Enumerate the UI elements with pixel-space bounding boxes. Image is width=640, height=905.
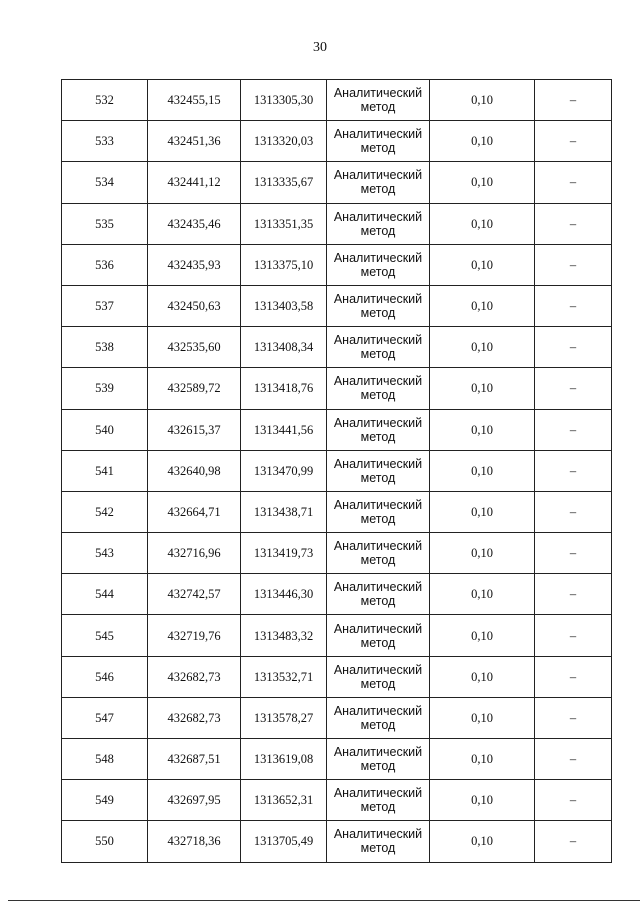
table-row — [62, 121, 612, 162]
note-cell: – — [535, 491, 612, 532]
accuracy-cell: 0,10 — [430, 80, 535, 121]
point-number-cell: 543 — [62, 533, 148, 574]
accuracy-cell: 0,10 — [430, 615, 535, 656]
method-line-2: метод — [360, 182, 396, 197]
method-cell — [327, 244, 430, 285]
table-row — [62, 162, 612, 203]
table-row — [62, 203, 612, 244]
note-cell: – — [535, 450, 612, 491]
method-line-2: метод — [360, 635, 396, 650]
point-number-cell: 549 — [62, 780, 148, 821]
method-line-2: метод — [360, 717, 396, 732]
method-line-1: Аналитический — [333, 374, 423, 389]
method-line-1: Аналитический — [333, 127, 423, 142]
method-line-1: Аналитический — [333, 250, 423, 265]
accuracy-cell: 0,10 — [430, 739, 535, 780]
point-number-cell: 545 — [62, 615, 148, 656]
x-coordinate-cell: 432697,95 — [148, 780, 241, 821]
y-coordinate-cell: 1313418,76 — [241, 368, 327, 409]
x-coordinate-cell: 432435,93 — [148, 244, 241, 285]
y-coordinate-cell: 1313705,49 — [241, 821, 327, 862]
method-line-2: метод — [360, 759, 396, 774]
method-cell — [327, 368, 430, 409]
method-line-1: Аналитический — [333, 209, 423, 224]
x-coordinate-cell: 432535,60 — [148, 327, 241, 368]
x-coordinate-cell: 432682,73 — [148, 697, 241, 738]
method-line-2: метод — [360, 553, 396, 568]
x-coordinate-cell: 432682,73 — [148, 656, 241, 697]
x-coordinate-cell: 432718,36 — [148, 821, 241, 862]
method-cell — [327, 615, 430, 656]
accuracy-cell: 0,10 — [430, 656, 535, 697]
method-line-2: метод — [360, 388, 396, 403]
method-cell — [327, 739, 430, 780]
table-row — [62, 780, 612, 821]
method-cell — [327, 327, 430, 368]
table-row — [62, 450, 612, 491]
point-number-cell: 547 — [62, 697, 148, 738]
x-coordinate-cell: 432664,71 — [148, 491, 241, 532]
point-number-cell: 546 — [62, 656, 148, 697]
accuracy-cell: 0,10 — [430, 203, 535, 244]
accuracy-cell: 0,10 — [430, 327, 535, 368]
method-cell — [327, 121, 430, 162]
x-coordinate-cell: 432742,57 — [148, 574, 241, 615]
note-cell: – — [535, 574, 612, 615]
note-cell: – — [535, 203, 612, 244]
accuracy-cell: 0,10 — [430, 450, 535, 491]
y-coordinate-cell: 1313470,99 — [241, 450, 327, 491]
coordinates-table — [61, 79, 612, 863]
y-coordinate-cell: 1313403,58 — [241, 285, 327, 326]
accuracy-cell: 0,10 — [430, 285, 535, 326]
y-coordinate-cell: 1313351,35 — [241, 203, 327, 244]
method-line-2: метод — [360, 141, 396, 156]
x-coordinate-cell: 432615,37 — [148, 409, 241, 450]
accuracy-cell: 0,10 — [430, 491, 535, 532]
y-coordinate-cell: 1313578,27 — [241, 697, 327, 738]
accuracy-cell: 0,10 — [430, 574, 535, 615]
table-row — [62, 615, 612, 656]
accuracy-cell: 0,10 — [430, 409, 535, 450]
method-line-1: Аналитический — [333, 292, 423, 307]
note-cell: – — [535, 162, 612, 203]
method-line-2: метод — [360, 306, 396, 321]
y-coordinate-cell: 1313408,34 — [241, 327, 327, 368]
x-coordinate-cell: 432589,72 — [148, 368, 241, 409]
note-cell: – — [535, 615, 612, 656]
point-number-cell: 538 — [62, 327, 148, 368]
y-coordinate-cell: 1313419,73 — [241, 533, 327, 574]
note-cell: – — [535, 368, 612, 409]
accuracy-cell: 0,10 — [430, 121, 535, 162]
method-cell — [327, 697, 430, 738]
method-line-1: Аналитический — [333, 786, 423, 801]
note-cell: – — [535, 285, 612, 326]
method-line-2: метод — [360, 511, 396, 526]
note-cell: – — [535, 244, 612, 285]
y-coordinate-cell: 1313320,03 — [241, 121, 327, 162]
method-line-1: Аналитический — [333, 333, 423, 348]
table-row — [62, 697, 612, 738]
method-line-1: Аналитический — [333, 415, 423, 430]
x-coordinate-cell: 432451,36 — [148, 121, 241, 162]
method-cell — [327, 80, 430, 121]
point-number-cell: 550 — [62, 821, 148, 862]
method-cell — [327, 450, 430, 491]
y-coordinate-cell: 1313335,67 — [241, 162, 327, 203]
x-coordinate-cell: 432435,46 — [148, 203, 241, 244]
method-cell — [327, 656, 430, 697]
method-cell — [327, 780, 430, 821]
y-coordinate-cell: 1313532,71 — [241, 656, 327, 697]
method-line-1: Аналитический — [333, 745, 423, 760]
y-coordinate-cell: 1313652,31 — [241, 780, 327, 821]
table-row — [62, 739, 612, 780]
x-coordinate-cell: 432450,63 — [148, 285, 241, 326]
point-number-cell: 532 — [62, 80, 148, 121]
method-line-2: метод — [360, 100, 396, 115]
table-row — [62, 491, 612, 532]
accuracy-cell: 0,10 — [430, 244, 535, 285]
table-row — [62, 821, 612, 862]
x-coordinate-cell: 432455,15 — [148, 80, 241, 121]
method-cell — [327, 409, 430, 450]
y-coordinate-cell: 1313441,56 — [241, 409, 327, 450]
point-number-cell: 540 — [62, 409, 148, 450]
method-line-1: Аналитический — [333, 703, 423, 718]
note-cell: – — [535, 409, 612, 450]
x-coordinate-cell: 432640,98 — [148, 450, 241, 491]
method-line-1: Аналитический — [333, 662, 423, 677]
accuracy-cell: 0,10 — [430, 697, 535, 738]
table-row — [62, 368, 612, 409]
method-line-2: метод — [360, 429, 396, 444]
x-coordinate-cell: 432719,76 — [148, 615, 241, 656]
y-coordinate-cell: 1313446,30 — [241, 574, 327, 615]
method-line-1: Аналитический — [333, 539, 423, 554]
page-number: 30 — [313, 40, 327, 55]
y-coordinate-cell: 1313483,32 — [241, 615, 327, 656]
method-cell — [327, 285, 430, 326]
y-coordinate-cell: 1313375,10 — [241, 244, 327, 285]
table-row — [62, 533, 612, 574]
method-line-2: метод — [360, 594, 396, 609]
accuracy-cell: 0,10 — [430, 162, 535, 203]
note-cell: – — [535, 327, 612, 368]
table-row — [62, 244, 612, 285]
coordinates-table-body — [62, 80, 612, 863]
x-coordinate-cell: 432716,96 — [148, 533, 241, 574]
point-number-cell: 542 — [62, 491, 148, 532]
x-coordinate-cell: 432687,51 — [148, 739, 241, 780]
method-line-2: метод — [360, 800, 396, 815]
method-cell — [327, 821, 430, 862]
note-cell: – — [535, 697, 612, 738]
method-line-1: Аналитический — [333, 827, 423, 842]
method-cell — [327, 491, 430, 532]
table-row — [62, 574, 612, 615]
method-line-2: метод — [360, 264, 396, 279]
y-coordinate-cell: 1313619,08 — [241, 739, 327, 780]
method-line-1: Аналитический — [333, 621, 423, 636]
point-number-cell: 534 — [62, 162, 148, 203]
note-cell: – — [535, 656, 612, 697]
x-coordinate-cell: 432441,12 — [148, 162, 241, 203]
note-cell: – — [535, 780, 612, 821]
point-number-cell: 535 — [62, 203, 148, 244]
table-row — [62, 656, 612, 697]
table-row — [62, 285, 612, 326]
accuracy-cell: 0,10 — [430, 821, 535, 862]
method-line-2: метод — [360, 676, 396, 691]
method-line-2: метод — [360, 470, 396, 485]
note-cell: – — [535, 80, 612, 121]
method-line-1: Аналитический — [333, 580, 423, 595]
point-number-cell: 537 — [62, 285, 148, 326]
point-number-cell: 548 — [62, 739, 148, 780]
method-cell — [327, 574, 430, 615]
method-line-1: Аналитический — [333, 497, 423, 512]
y-coordinate-cell: 1313438,71 — [241, 491, 327, 532]
note-cell: – — [535, 121, 612, 162]
method-line-2: метод — [360, 347, 396, 362]
accuracy-cell: 0,10 — [430, 780, 535, 821]
point-number-cell: 533 — [62, 121, 148, 162]
method-line-1: Аналитический — [333, 168, 423, 183]
bottom-scan-edge — [8, 900, 640, 901]
table-row — [62, 327, 612, 368]
point-number-cell: 544 — [62, 574, 148, 615]
method-line-2: метод — [360, 841, 396, 856]
method-line-2: метод — [360, 223, 396, 238]
point-number-cell: 539 — [62, 368, 148, 409]
point-number-cell: 536 — [62, 244, 148, 285]
accuracy-cell: 0,10 — [430, 533, 535, 574]
y-coordinate-cell: 1313305,30 — [241, 80, 327, 121]
method-cell — [327, 162, 430, 203]
note-cell: – — [535, 739, 612, 780]
method-line-1: Аналитический — [333, 456, 423, 471]
note-cell: – — [535, 821, 612, 862]
table-row — [62, 80, 612, 121]
method-cell — [327, 533, 430, 574]
accuracy-cell: 0,10 — [430, 368, 535, 409]
note-cell: – — [535, 533, 612, 574]
table-row — [62, 409, 612, 450]
point-number-cell: 541 — [62, 450, 148, 491]
method-line-1: Аналитический — [333, 86, 423, 101]
method-cell — [327, 203, 430, 244]
